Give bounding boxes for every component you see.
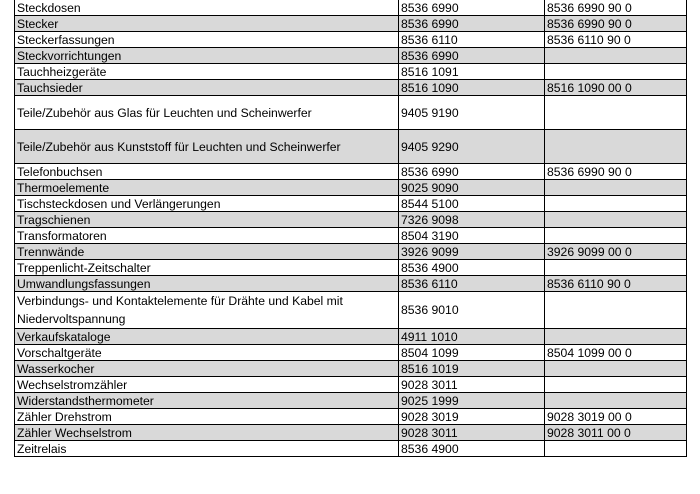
tariff-code-cell: 8504 3190 <box>399 228 545 244</box>
tariff-code-cell: 8536 6110 <box>399 32 545 48</box>
table-row <box>15 212 687 228</box>
tariff-code-cell: 8536 4900 <box>399 441 545 457</box>
tariff-code-cell: 9025 9090 <box>399 180 545 196</box>
tariff-code-extended-cell <box>545 329 687 345</box>
tariff-code-extended-cell: 8504 1099 00 0 <box>545 345 687 361</box>
tariff-code-extended-cell <box>545 48 687 64</box>
product-name-cell: Teile/Zubehör aus Kunststoff für Leuchten und Scheinwerfer <box>15 130 399 164</box>
product-name-cell: Verbindungs- und Kontaktelemente für Drähte und Kabel mit Niedervoltspannung <box>15 292 399 329</box>
tariff-code-extended-cell <box>545 64 687 80</box>
table-row <box>15 32 687 48</box>
tariff-code-cell: 8536 6990 <box>399 0 545 16</box>
table-row <box>15 80 687 96</box>
tariff-code-extended-cell <box>545 212 687 228</box>
tariff-code-cell: 8536 6110 <box>399 276 545 292</box>
tariff-code-extended-cell <box>545 180 687 196</box>
product-name-cell: Steckvorrichtungen <box>15 48 399 64</box>
product-name-cell: Tischsteckdosen und Verlängerungen <box>15 196 399 212</box>
tariff-code-extended-cell: 9028 3019 00 0 <box>545 409 687 425</box>
product-name-cell: Zähler Drehstrom <box>15 409 399 425</box>
product-name-cell: Steckdosen <box>15 0 399 16</box>
product-name-cell: Zähler Wechselstrom <box>15 425 399 441</box>
tariff-code-cell: 8536 4900 <box>399 260 545 276</box>
table-row <box>15 361 687 377</box>
tariff-code-extended-cell <box>545 130 687 164</box>
tariff-code-extended-cell: 8516 1090 00 0 <box>545 80 687 96</box>
tariff-code-cell: 9025 1999 <box>399 393 545 409</box>
tariff-code-cell: 8536 9010 <box>399 292 545 329</box>
table-row <box>15 425 687 441</box>
tariff-code-cell: 8516 1019 <box>399 361 545 377</box>
table-row <box>15 244 687 260</box>
table-row <box>15 228 687 244</box>
product-name-cell: Teile/Zubehör aus Glas für Leuchten und Scheinwerfer <box>15 96 399 130</box>
table-body <box>15 0 687 457</box>
product-name-cell: Stecker <box>15 16 399 32</box>
tariff-code-extended-cell: 8536 6110 90 0 <box>545 32 687 48</box>
product-name-cell: Tauchheizgeräte <box>15 64 399 80</box>
table-row <box>15 377 687 393</box>
product-name-cell: Vorschaltgeräte <box>15 345 399 361</box>
tariff-code-cell: 4911 1010 <box>399 329 545 345</box>
product-name-cell: Telefonbuchsen <box>15 164 399 180</box>
table-row <box>15 96 687 130</box>
tariff-code-extended-cell: 8536 6990 90 0 <box>545 0 687 16</box>
tariff-code-extended-cell <box>545 292 687 329</box>
tariff-code-cell: 9405 9290 <box>399 130 545 164</box>
tariff-code-extended-cell <box>545 441 687 457</box>
tariff-code-cell: 8536 6990 <box>399 48 545 64</box>
product-name-cell: Wasserkocher <box>15 361 399 377</box>
product-name-cell: Thermoelemente <box>15 180 399 196</box>
product-name-cell: Steckerfassungen <box>15 32 399 48</box>
tariff-code-cell: 7326 9098 <box>399 212 545 228</box>
tariff-code-extended-cell <box>545 96 687 130</box>
tariff-code-cell: 9028 3019 <box>399 409 545 425</box>
product-name-cell: Tauchsieder <box>15 80 399 96</box>
tariff-code-extended-cell: 9028 3011 00 0 <box>545 425 687 441</box>
product-name-cell: Umwandlungsfassungen <box>15 276 399 292</box>
tariff-code-cell: 3926 9099 <box>399 244 545 260</box>
table-row <box>15 276 687 292</box>
table-row <box>15 0 687 16</box>
table-row <box>15 48 687 64</box>
table-row <box>15 260 687 276</box>
tariff-code-cell: 9028 3011 <box>399 377 545 393</box>
table-row <box>15 345 687 361</box>
tariff-code-extended-cell <box>545 260 687 276</box>
table-row <box>15 292 687 329</box>
table-row <box>15 64 687 80</box>
table-row <box>15 409 687 425</box>
tariff-code-extended-cell: 3926 9099 00 0 <box>545 244 687 260</box>
table-row <box>15 196 687 212</box>
tariff-code-cell: 8516 1091 <box>399 64 545 80</box>
tariff-code-extended-cell <box>545 228 687 244</box>
tariff-code-cell: 8536 6990 <box>399 164 545 180</box>
table-row <box>15 441 687 457</box>
table-row <box>15 16 687 32</box>
product-name-cell: Wechselstromzähler <box>15 377 399 393</box>
product-name-cell: Verkaufskataloge <box>15 329 399 345</box>
tariff-code-cell: 9405 9190 <box>399 96 545 130</box>
tariff-code-extended-cell: 8536 6990 90 0 <box>545 164 687 180</box>
tariff-code-cell: 8544 5100 <box>399 196 545 212</box>
product-name-cell: Treppenlicht-Zeitschalter <box>15 260 399 276</box>
table-row <box>15 329 687 345</box>
tariff-code-cell: 9028 3011 <box>399 425 545 441</box>
customs-tariff-table <box>14 0 687 457</box>
table-row <box>15 180 687 196</box>
tariff-code-extended-cell <box>545 196 687 212</box>
product-name-cell: Zeitrelais <box>15 441 399 457</box>
tariff-code-cell: 8536 6990 <box>399 16 545 32</box>
table-row <box>15 130 687 164</box>
tariff-code-extended-cell <box>545 393 687 409</box>
product-name-cell: Tragschienen <box>15 212 399 228</box>
tariff-code-extended-cell: 8536 6110 90 0 <box>545 276 687 292</box>
tariff-code-extended-cell: 8536 6990 90 0 <box>545 16 687 32</box>
product-name-cell: Trennwände <box>15 244 399 260</box>
table-row <box>15 164 687 180</box>
tariff-code-cell: 8504 1099 <box>399 345 545 361</box>
tariff-code-cell: 8516 1090 <box>399 80 545 96</box>
product-name-cell: Widerstandsthermometer <box>15 393 399 409</box>
table-row <box>15 393 687 409</box>
product-name-cell: Transformatoren <box>15 228 399 244</box>
tariff-code-extended-cell <box>545 377 687 393</box>
tariff-code-extended-cell <box>545 361 687 377</box>
